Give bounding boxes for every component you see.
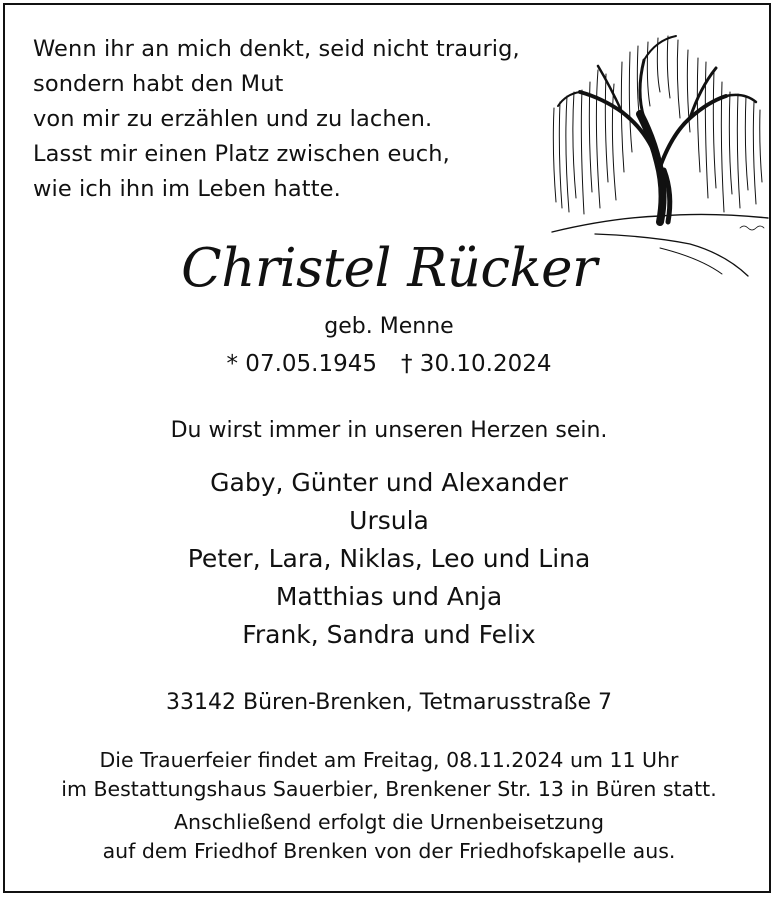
notice-line: im Bestattungshaus Sauerbier, Brenkener Str. 13 in Büren statt. xyxy=(61,777,717,801)
poem-line: sondern habt den Mut xyxy=(33,71,284,97)
life-dates xyxy=(0,351,778,377)
notice-line: Die Trauerfeier findet am Freitag, 08.11.2024 um 11 Uhr xyxy=(99,748,679,772)
poem-line: von mir zu erzählen und zu lachen. xyxy=(33,106,433,132)
notice-line: auf dem Friedhof Brenken von der Friedhofskapelle aus. xyxy=(102,839,676,863)
family-member-line: Gaby, Günter und Alexander xyxy=(210,468,568,497)
poem-line: wie ich ihn im Leben hatte. xyxy=(33,176,341,202)
poem-line: Lasst mir einen Platz zwischen euch, xyxy=(33,141,450,167)
death-date: † 30.10.2024 xyxy=(401,351,552,377)
maiden-name: geb. Menne xyxy=(324,314,454,339)
family-member-line: Matthias und Anja xyxy=(275,582,503,611)
family-member-line: Frank, Sandra und Felix xyxy=(242,620,536,649)
family-member-line: Ursula xyxy=(349,506,429,535)
family-list xyxy=(0,464,778,654)
notice-line: Anschließend erfolgt die Urnenbeisetzung xyxy=(174,810,604,834)
address: 33142 Büren-Brenken, Tetmarusstraße 7 xyxy=(166,690,612,715)
birth-date: * 07.05.1945 xyxy=(226,351,377,377)
tribute-line: Du wirst immer in unseren Herzen sein. xyxy=(170,418,608,443)
deceased-name: Christel Rücker xyxy=(181,238,597,299)
family-member-line: Peter, Lara, Niklas, Leo und Lina xyxy=(187,544,591,573)
funeral-notice xyxy=(0,746,778,866)
poem xyxy=(33,32,520,207)
poem-line: Wenn ihr an mich denkt, seid nicht traurig, xyxy=(33,36,520,62)
